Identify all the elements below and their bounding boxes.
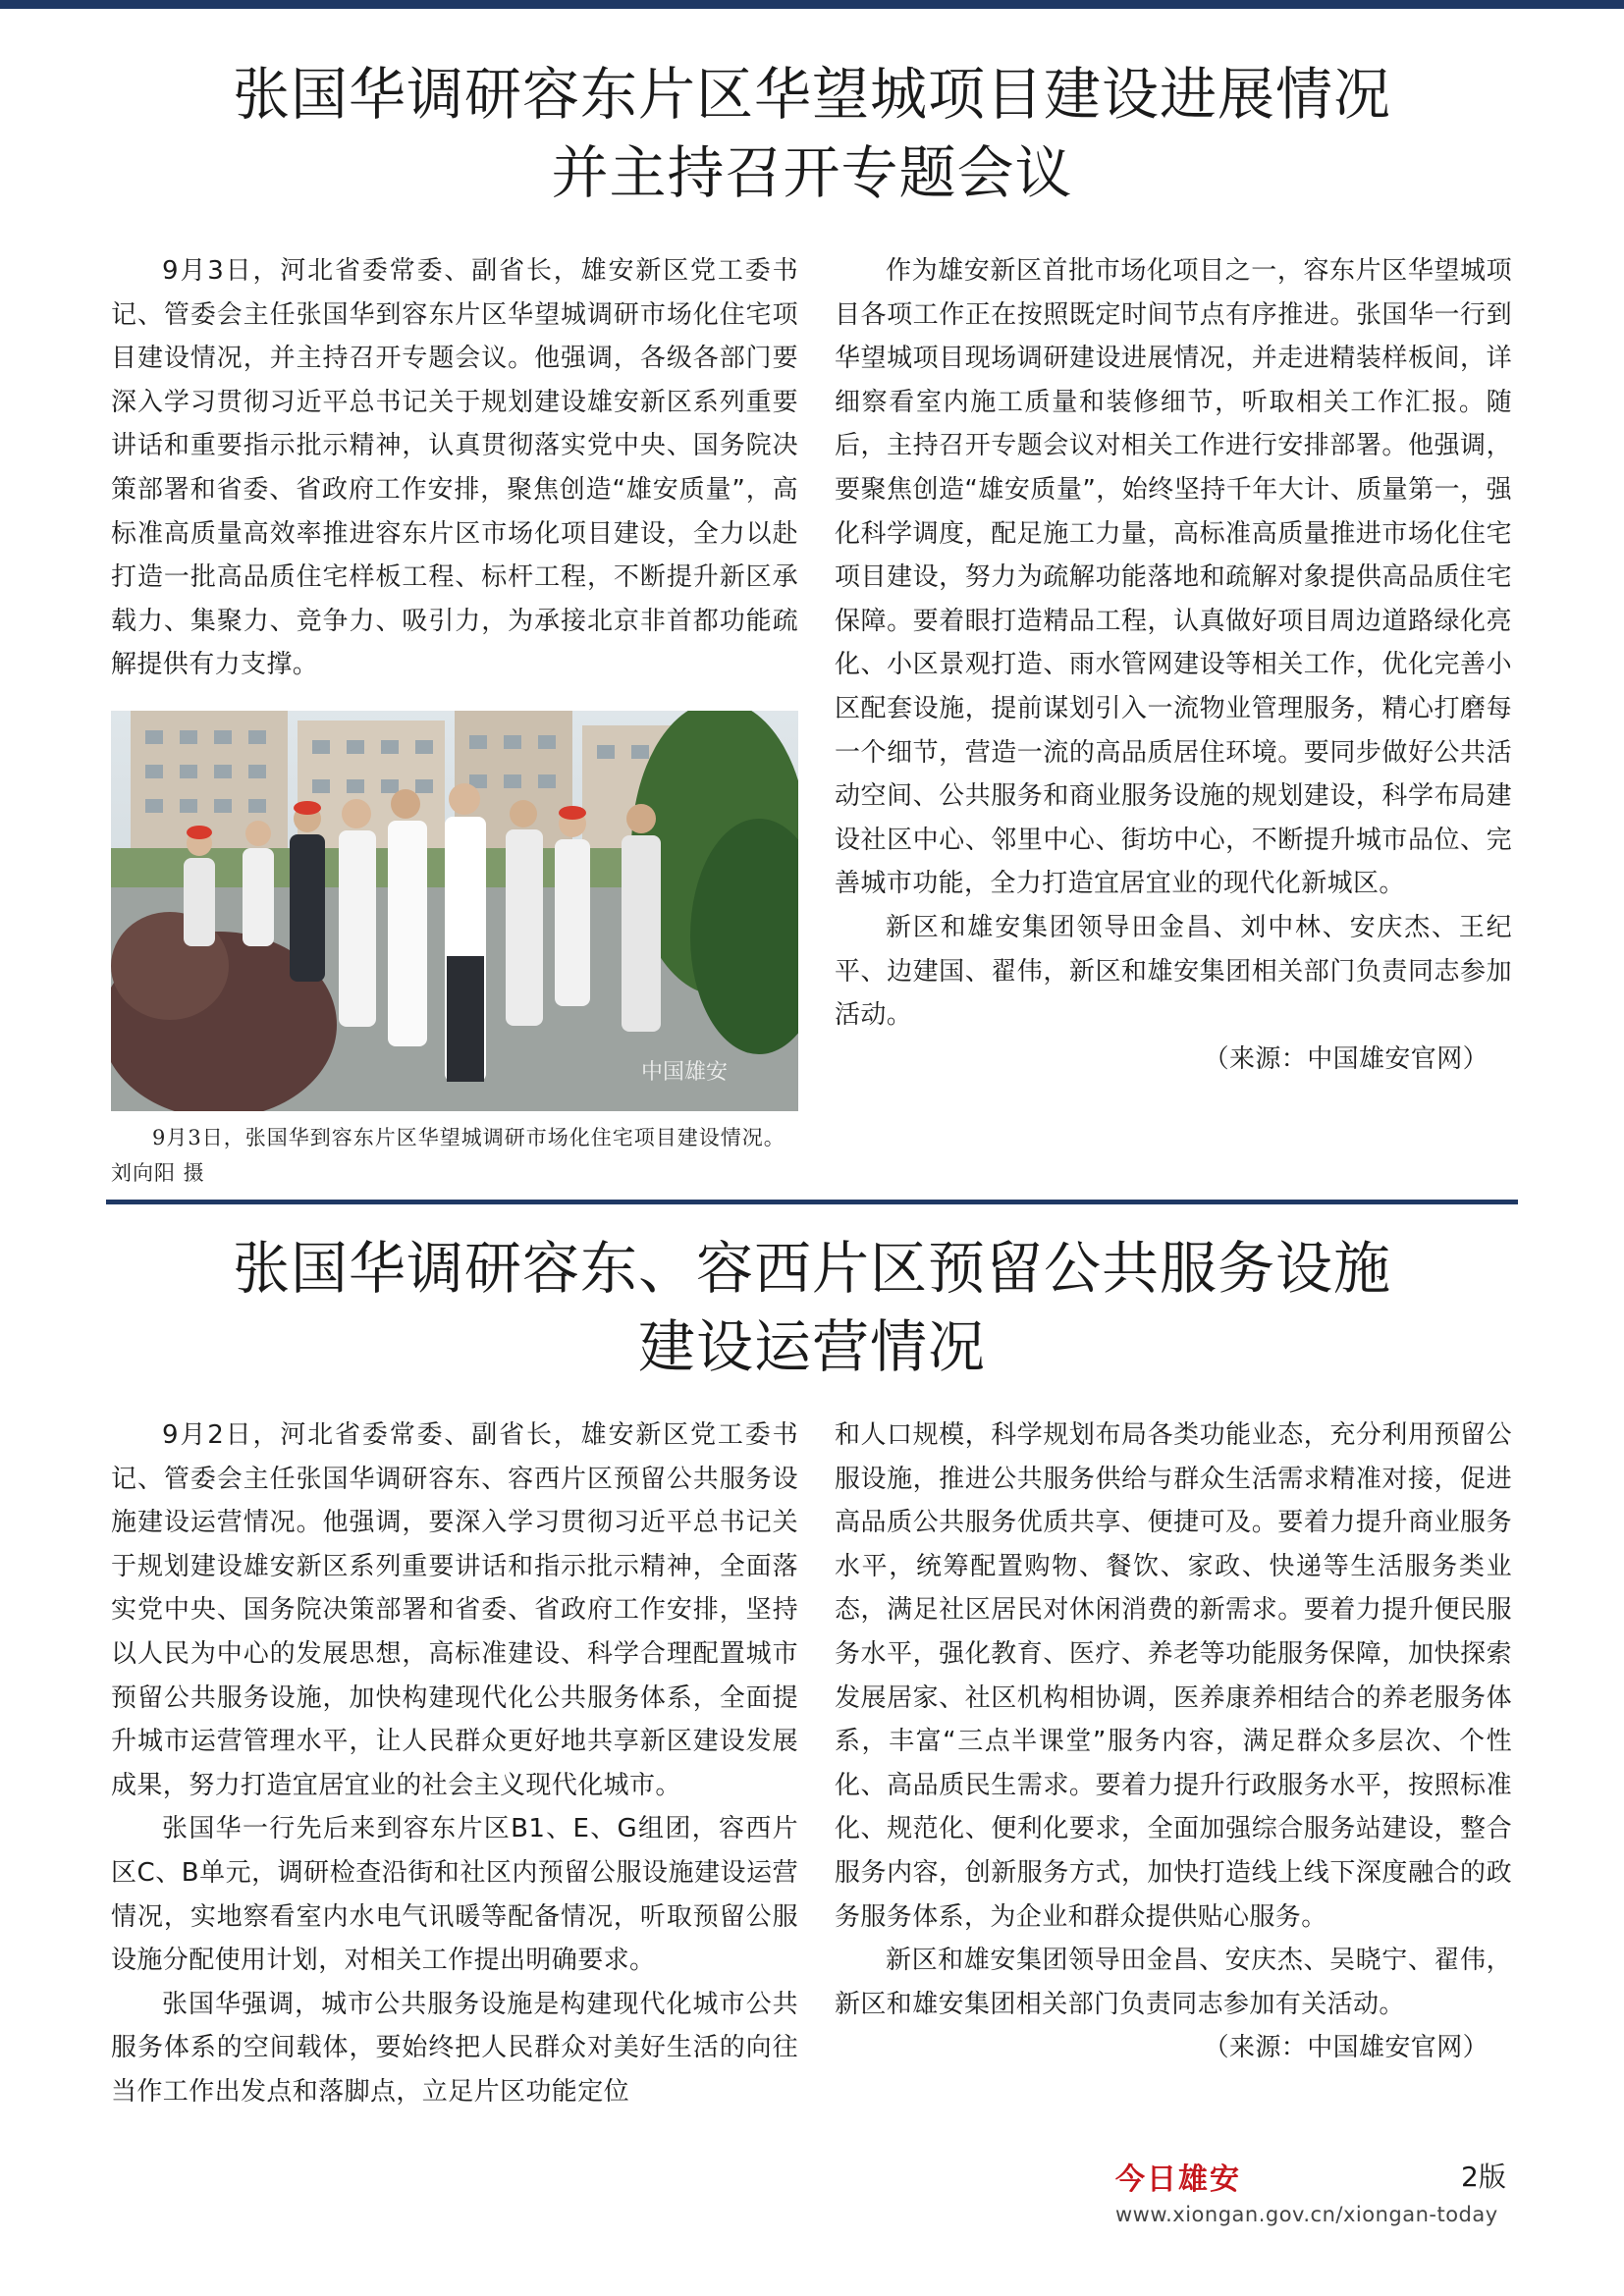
article2-paragraph: 9月2日，河北省委常委、副省长，雄安新区党工委书记、管委会主任张国华调研容东、容西片区预留公共服务设施建设运营情况。他强调，要深入学习贯彻习近平总书记关于规划建设雄安新区系列重要讲话和指示批示精神，全面落实党中央、国务院决策部署和省委、省政府工作安排，坚持以人民为中心的发展思想，高标准建设、科学合理配置城市预留公共服务设施，加快构建现代化公共服务体系，全面提升城市运营管理水平，让人民群众更好地共享新区建设发展成果，努力打造宜居宜业的社会主义现代化城市。 <box>111 1420 798 1800</box>
photo-illustration <box>111 711 798 1111</box>
article1-paragraph: 9月3日，河北省委常委、副省长，雄安新区党工委书记、管委会主任张国华到容东片区华望城调研市场化住宅项目建设情况，并主持召开专题会议。他强调，各级各部门要深入学习贯彻习近平总书记关于规划建设雄安新区系列重要讲话和重要指示批示精神，认真贯彻落实党中央、国务院决策部署和省委、省政府工作安排，聚焦创造“雄安质量”，高标准高质量高效率推进容东片区市场化项目建设，全力以赴打造一批高品质住宅样板工程、标杆工程，不断提升新区承载力、集聚力、竞争力、吸引力，为承接北京非首都功能疏解提供有力支撑。 <box>111 256 798 680</box>
footer-logo: 今日雄安 <box>1115 2163 1241 2197</box>
article2-headline <box>59 1229 1565 1386</box>
article1-title-line2: 并主持召开专题会议 <box>551 139 1073 206</box>
top-border-bar <box>0 0 1624 9</box>
footer-url[interactable]: www.xiongan.gov.cn/xiongan-today <box>1115 2203 1498 2226</box>
page-number: 2版 <box>1461 2161 1506 2193</box>
article1-right-column <box>835 249 1512 1081</box>
article1-photo <box>111 711 798 1111</box>
article1-headline <box>59 55 1565 212</box>
photo-watermark: 中国雄安 <box>641 1060 729 1085</box>
article2-title-line2: 建设运营情况 <box>637 1313 986 1380</box>
article1-paragraph: 新区和雄安集团领导田金昌、刘中林、安庆杰、王纪平、边建国、翟伟，新区和雄安集团相关部门负责同志参加活动。 <box>835 912 1512 1031</box>
article2-source: （来源：中国雄安官网） <box>1203 2033 1489 2063</box>
section-divider <box>106 1200 1518 1204</box>
article2-paragraph: 张国华一行先后来到容东片区B1、E、G组团，容西片区C、B单元，调研检查沿街和社区内预留公服设施建设运营情况，实地察看室内水电气讯暖等配备情况，听取预留公服设施分配使用计划，对相关工作提出明确要求。 <box>111 1814 798 1976</box>
article1-source: （来源：中国雄安官网） <box>1203 1043 1489 1074</box>
article2-title-line1: 张国华调研容东、容西片区预留公共服务设施 <box>232 1235 1391 1302</box>
article2-paragraph-continued: 和人口规模，科学规划布局各类功能业态，充分利用预留公服设施，推进公共服务供给与群众生活需求精准对接，促进高品质公共服务优质共享、便捷可及。要着力提升商业服务水平，统筹配置购物、餐饮、家政、快递等生活服务类业态，满足社区居民对休闲消费的新需求。要着力提升便民服务水平，强化教育、医疗、养老等功能服务保障，加快探索发展居家、社区机构相协调，医养康养相结合的养老服务体系，丰富“三点半课堂”服务内容，满足群众多层次、个性化、高品质民生需求。要着力提升行政服务水平，按照标准化、规范化、便利化要求，全面加强综合服务站建设，整合服务内容，创新服务方式，加快打造线上线下深度融合的政务服务体系，为企业和群众提供贴心服务。 <box>835 1420 1512 1932</box>
article2-left-column <box>111 1414 798 2114</box>
article1-left-column <box>111 249 798 687</box>
photo-caption: 9月3日，张国华到容东片区华望城调研市场化住宅项目建设情况。刘向阳 摄 <box>111 1126 785 1185</box>
article2-right-column <box>835 1414 1512 2070</box>
article1-paragraph: 作为雄安新区首批市场化项目之一，容东片区华望城项目各项工作正在按照既定时间节点有序推进。张国华一行到华望城项目现场调研建设进展情况，并走进精装样板间，详细察看室内施工质量和装修细节，听取相关工作汇报。随后，主持召开专题会议对相关工作进行安排部署。他强调，要聚焦创造“雄安质量”，始终坚持千年大计、质量第一，强化科学调度，配足施工力量，高标准高质量推进市场化住宅项目建设，努力为疏解功能落地和疏解对象提供高品质住宅保障。要着眼打造精品工程，认真做好项目周边道路绿化亮化、小区景观打造、雨水管网建设等相关工作，优化完善小区配套设施，提前谋划引入一流物业管理服务，精心打磨每一个细节，营造一流的高品质居住环境。要同步做好公共活动空间、公共服务和商业服务设施的规划建设，科学布局建设社区中心、邻里中心、街坊中心，不断提升城市品位、完善城市功能，全力打造宜居宜业的现代化新城区。 <box>835 256 1512 899</box>
article2-paragraph: 张国华强调，城市公共服务设施是构建现代化城市公共服务体系的空间载体，要始终把人民群众对美好生活的向往当作工作出发点和落脚点，立足片区功能定位 <box>111 1989 798 2107</box>
article1-title-line1: 张国华调研容东片区华望城项目建设进展情况 <box>232 61 1391 128</box>
article2-paragraph: 新区和雄安集团领导田金昌、安庆杰、吴晓宁、翟伟，新区和雄安集团相关部门负责同志参加有关活动。 <box>835 1946 1512 2019</box>
